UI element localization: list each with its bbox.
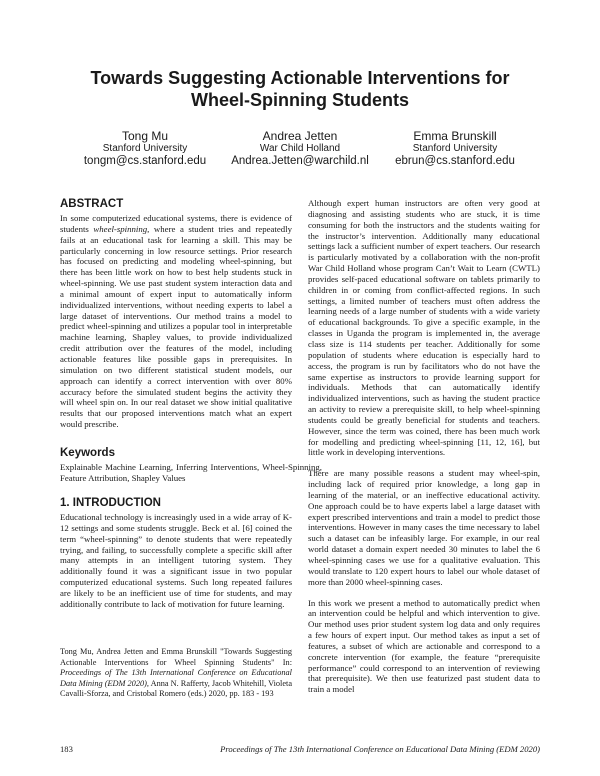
author-block <box>220 130 380 168</box>
author-email: tongm@cs.stanford.edu <box>83 155 207 167</box>
keywords-text: Explainable Machine Learning, Inferring Interventions, Wheel-Spinning, Feature Attribution, Shapley Values <box>60 462 322 483</box>
author-name: Andrea Jetten <box>262 129 338 143</box>
author-affiliation: War Child Holland <box>259 143 341 154</box>
author-block <box>375 130 535 168</box>
paragraph: In this work we present a method to automatically predict when an intervention could be helpful and which intervention to give. Our method uses prior student system log data and only requires a few hours of expert input. Our method takes as input a set of features, a subset of which are actionable and correspond to a concrete intervention (for example, the feature “prerequisite performance” could correspond to an intervention of reviewing that prerequisite). We then use featurized past student data to train a model <box>308 597 540 695</box>
author-email: Andrea.Jetten@warchild.nl <box>231 155 369 167</box>
author-email: ebrun@cs.stanford.edu <box>395 155 515 167</box>
introduction-heading: 1. INTRODUCTION <box>60 497 161 509</box>
citation-footnote: Tong Mu, Andrea Jetten and Emma Brunskill "Towards Suggesting Actionable Interventions for Wheel Spinning Students" In: Proceedings of The 13th International Conference on Educational Data Mining (EDM 2020), Anna N. Rafferty, Jacob Whitehill, Violeta Cavalli-Sforza, and Cristobal Romero (eds.) 2020, pp. 183 - 193 <box>60 647 292 698</box>
left-column <box>60 198 292 430</box>
paragraph: There are many possible reasons a student may wheel-spin, including lack of required prior knowledge, a long gap in learning of the material, or an ineffective educational activity. One approach could be to have experts label a large dataset with expert prescribed interventions and train a model to predict those interventions. However in many cases the time necessary to label such a dataset can be infeasibly large. For example, in our real world dataset a domain expert needed 30 minutes to label the 6 wheel-spinning cases we use for a qualitative evaluation. This would translate to 120 expert hours to label our whole dataset of more than 2000 wheel-spinning cases. <box>308 468 540 587</box>
abstract-text: In some computerized educational systems, there is evidence of students wheel-spinning, where a student tries and repeatedly fails at an educational task for learning a skill. This may be particularly concerning in low resource settings. Prior research has focused on predicting and modeling wheel-spinning, but there has been little work on how to best help students stuck in wheel-spinning. We use past student system interaction data and a minimal amount of expert input to automatically inform individualized interventions, without needing experts to label a large dataset of interventions. Our method trains a model to predict wheel-spinning and utilizes a popular tool in interpretable machine learning, Shapley values, to provide individualized credit attribution over the features of the model, including actionable features like possible gaps in prerequisites. In simulation on two different statistical student models, our approach can identify a correct intervention with over 80% accuracy before the simulated student begins the activity they will wheel spin on. In our real dataset we show initial qualitative results that our proposed interventions match what an expert would prescribe. <box>60 213 292 430</box>
abstract-heading: ABSTRACT <box>60 198 124 210</box>
author-affiliation: Stanford University <box>102 143 188 154</box>
page-footer <box>60 743 540 755</box>
author-affiliation: Stanford University <box>412 143 498 154</box>
paper-title: Towards Suggesting Actionable Interventions for Wheel-Spinning Students <box>90 68 510 110</box>
author-name: Tong Mu <box>121 129 169 143</box>
author-block <box>65 130 225 168</box>
page-number: 183 <box>60 744 73 754</box>
proceedings-label: Proceedings of The 13th International Conference on Educational Data Mining (EDM 2020) <box>220 744 540 754</box>
keywords-section <box>60 447 322 484</box>
author-name: Emma Brunskill <box>413 129 497 143</box>
introduction-text: Educational technology is increasingly used in a wide array of K-12 settings and some students struggle. Beck et al. [6] coined the term “wheel-spinning” to denote students that were repeatedly trying, and failing, to successfully complete a specific skill after many attempts in an intelligent tutoring system. They additionally found it was a significant issue in two popular computerized educational systems. Such long repeated failures are likely to be an inefficient use of time for students, and may additionally contribute to lack of motivation for future learning. <box>60 512 292 609</box>
introduction-section <box>60 497 292 610</box>
paragraph: Although expert human instructors are often very good at diagnosing and assisting students who are stuck, it is time consuming for both the instructors and the students waiting for the instructor’s intervention. Additionally many educational settings lack a sufficient number of expert teachers. Our research is particularly motivated by a collaboration with the non-profit War Child Holland whose program Can’t Wait to Learn (CWTL) provides self-paced educational software on tablets primarily to children in or coming from conflict-affected regions. In such settings, a limited number of teachers must often address the learning needs of a large number of students with a wide variety of educational backgrounds. To give a specific example, in the classes in Uganda the program is implemented in, the average class size is 114 students per teacher. Additionally for some population of students where education is especially hard to access, the program is run by facilitators who do not have the same expertise as instructors to provide learning support for individuals. Methods that can automatically identify individualized interventions, such as having the student practice an activity to review a prerequisite skill, to help wheel-spinning students could be greatly beneficial for students and teachers. However, since the term was coined, there has been much work for modelling and predicting wheel-spinning [11, 12, 16], but little work in developing interventions. <box>308 198 540 458</box>
right-column <box>308 198 540 695</box>
keywords-heading: Keywords <box>60 447 115 459</box>
